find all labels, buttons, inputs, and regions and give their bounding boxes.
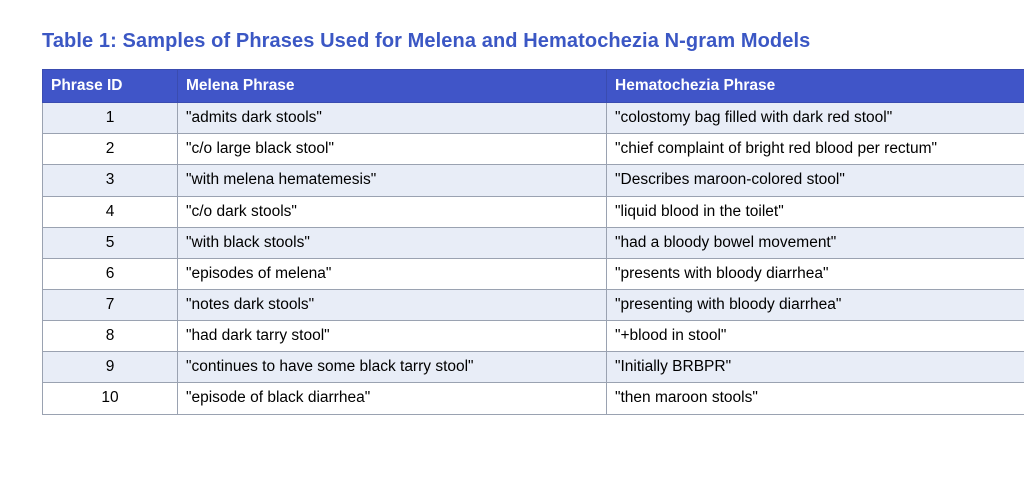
cell-hematochezia-phrase: "had a bloody bowel movement" <box>607 227 1024 258</box>
cell-phrase-id: 8 <box>43 321 178 352</box>
table-row <box>43 103 1024 134</box>
cell-phrase-id: 2 <box>43 134 178 165</box>
cell-hematochezia-phrase: "then maroon stools" <box>607 383 1024 414</box>
cell-melena-phrase: "admits dark stools" <box>178 103 607 134</box>
cell-hematochezia-phrase: "liquid blood in the toilet" <box>607 196 1024 227</box>
table-row <box>43 227 1024 258</box>
cell-melena-phrase: "c/o dark stools" <box>178 196 607 227</box>
column-header-hematochezia-phrase: Hematochezia Phrase <box>607 70 1024 103</box>
cell-melena-phrase: "with black stools" <box>178 227 607 258</box>
cell-hematochezia-phrase: "presenting with bloody diarrhea" <box>607 289 1024 320</box>
cell-hematochezia-phrase: "Describes maroon-colored stool" <box>607 165 1024 196</box>
cell-melena-phrase: "with melena hematemesis" <box>178 165 607 196</box>
cell-phrase-id: 3 <box>43 165 178 196</box>
cell-phrase-id: 6 <box>43 258 178 289</box>
cell-hematochezia-phrase: "colostomy bag filled with dark red stool" <box>607 103 1024 134</box>
cell-hematochezia-phrase: "+blood in stool" <box>607 321 1024 352</box>
cell-phrase-id: 10 <box>43 383 178 414</box>
cell-phrase-id: 7 <box>43 289 178 320</box>
cell-melena-phrase: "had dark tarry stool" <box>178 321 607 352</box>
table-body <box>43 103 1024 414</box>
cell-phrase-id: 4 <box>43 196 178 227</box>
cell-phrase-id: 5 <box>43 227 178 258</box>
phrases-table <box>42 69 1024 415</box>
table-header <box>43 70 1024 103</box>
column-header-melena-phrase: Melena Phrase <box>178 70 607 103</box>
table-header-row <box>43 70 1024 103</box>
table-row <box>43 134 1024 165</box>
cell-melena-phrase: "episode of black diarrhea" <box>178 383 607 414</box>
table-row <box>43 383 1024 414</box>
table-caption: Table 1: Samples of Phrases Used for Melena and Hematochezia N-gram Models <box>42 30 811 52</box>
cell-hematochezia-phrase: "Initially BRBPR" <box>607 352 1024 383</box>
cell-melena-phrase: "episodes of melena" <box>178 258 607 289</box>
column-header-phrase-id: Phrase ID <box>43 70 178 103</box>
table-row <box>43 165 1024 196</box>
table-row <box>43 258 1024 289</box>
cell-phrase-id: 1 <box>43 103 178 134</box>
table-row <box>43 289 1024 320</box>
cell-hematochezia-phrase: "presents with bloody diarrhea" <box>607 258 1024 289</box>
table-row <box>43 352 1024 383</box>
cell-melena-phrase: "c/o large black stool" <box>178 134 607 165</box>
cell-melena-phrase: "continues to have some black tarry stool" <box>178 352 607 383</box>
cell-hematochezia-phrase: "chief complaint of bright red blood per rectum" <box>607 134 1024 165</box>
cell-phrase-id: 9 <box>43 352 178 383</box>
table-row <box>43 321 1024 352</box>
table-row <box>43 196 1024 227</box>
cell-melena-phrase: "notes dark stools" <box>178 289 607 320</box>
